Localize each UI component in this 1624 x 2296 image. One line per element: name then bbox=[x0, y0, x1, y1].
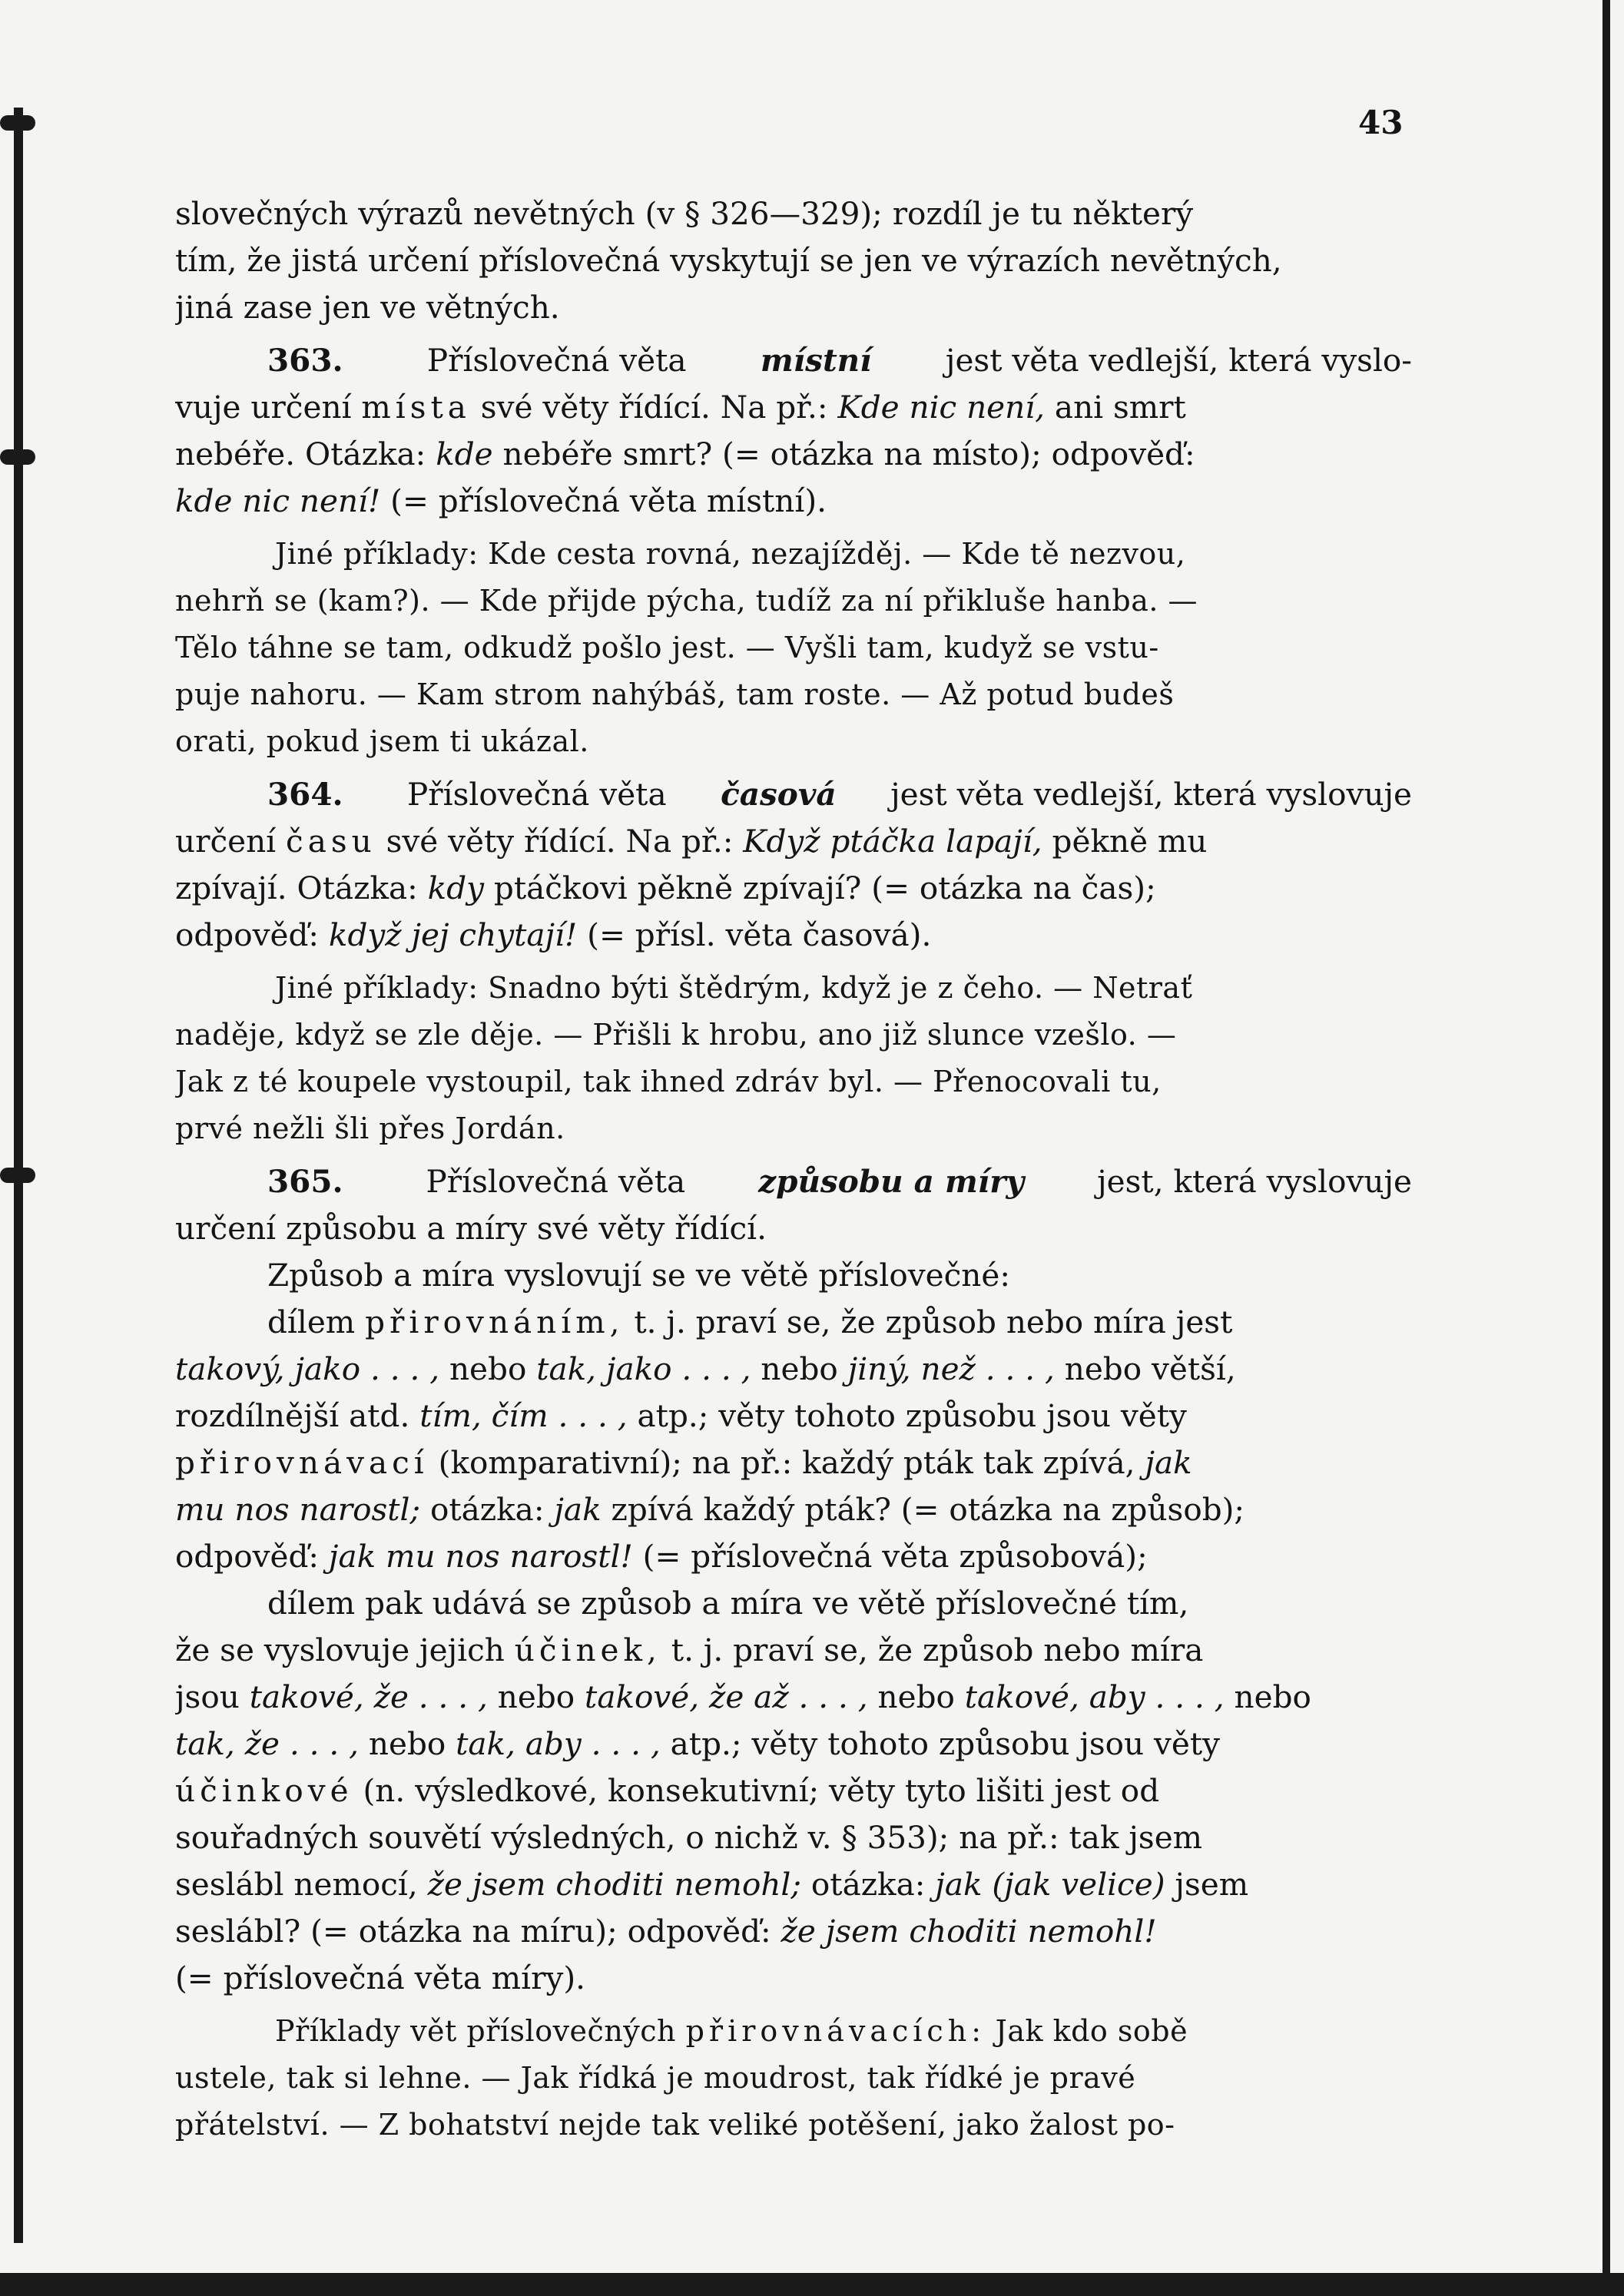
page-number: 43 bbox=[1358, 104, 1404, 141]
text-line: tím, že jistá určení příslovečná vyskytují se jen ve výrazích nevětných, bbox=[175, 242, 1282, 279]
body-text bbox=[175, 191, 1412, 2149]
text-line: odpověď: když jej chytají! (= přísl. věta časová). bbox=[175, 916, 932, 953]
text-line: že se vyslovuje jejich účinek, t. j. praví se, že způsob nebo míra bbox=[175, 1632, 1204, 1668]
binding-mark bbox=[0, 115, 35, 131]
text-line: vuje určení místa své věty řídící. Na př.: Kde nic není, ani smrt bbox=[175, 389, 1186, 426]
text-line: přátelství. — Z bohatství nejde tak veliké potěšení, jako žalost po- bbox=[175, 2108, 1175, 2142]
text-line: seslábl? (= otázka na míru); odpověď: že jsem choditi nemohl! bbox=[175, 1913, 1157, 1950]
text-line: Jiné příklady: Kde cesta rovná, nezajížděj. — Kde tě nezvou, bbox=[275, 537, 1186, 571]
text-line: orati, pokud jsem ti ukázal. bbox=[175, 724, 589, 758]
text-line: 363. Příslovečná věta místní jest věta vedlejší, která vyslo- bbox=[267, 342, 1412, 379]
text-line: slovečných výrazů nevětných (v § 326—329); rozdíl je tu některý bbox=[175, 195, 1194, 232]
binding-mark bbox=[0, 449, 35, 465]
text-line: 365. Příslovečná věta způsobu a míry jest, která vyslovuje bbox=[267, 1163, 1412, 1200]
page-edge-bottom bbox=[0, 2273, 1624, 2296]
text-line: rozdílnější atd. tím, čím . . . , atp.; věty tohoto způsobu jsou věty bbox=[175, 1397, 1187, 1434]
text-line: nehrň se (kam?). — Kde přijde pýcha, tudíž za ní přikluše hanba. — bbox=[175, 584, 1198, 618]
text-line: Způsob a míra vyslovují se ve větě příslovečné: bbox=[267, 1257, 1010, 1294]
text-line: 364. Příslovečná věta časová jest věta vedlejší, která vyslovuje bbox=[267, 776, 1412, 813]
text-line: dílem pak udává se způsob a míra ve větě příslovečné tím, bbox=[267, 1585, 1189, 1622]
text-line: tak, že . . . , nebo tak, aby . . . , atp.; věty tohoto způsobu jsou věty bbox=[175, 1725, 1221, 1762]
text-line: prvé nežli šli přes Jordán. bbox=[175, 1112, 565, 1145]
text-line: určení času své věty řídící. Na př.: Když ptáčka lapají, pěkně mu bbox=[175, 823, 1208, 860]
text-line: jiná zase jen ve větných. bbox=[175, 289, 560, 326]
text-line: takový, jako . . . , nebo tak, jako . . . , nebo jiný, než . . . , nebo větší, bbox=[175, 1350, 1236, 1387]
text-line: přirovnávací (komparativní); na př.: každý pták tak zpívá, jak bbox=[175, 1444, 1192, 1481]
text-line: zpívají. Otázka: kdy ptáčkovi pěkně zpívají? (= otázka na čas); bbox=[175, 870, 1156, 906]
text-line: Jiné příklady: Snadno býti štědrým, když je z čeho. — Netrať bbox=[275, 971, 1193, 1005]
text-line: puje nahoru. — Kam strom nahýbáš, tam roste. — Až potud budeš bbox=[175, 678, 1175, 711]
text-line: odpověď: jak mu nos narostl! (= příslovečná věta způsobová); bbox=[175, 1538, 1148, 1575]
text-line: nebéře. Otázka: kde nebéře smrt? (= otázka na místo); odpověď: bbox=[175, 436, 1195, 472]
text-line: jsou takové, že . . . , nebo takové, že až . . . , nebo takové, aby . . . , nebo bbox=[175, 1678, 1311, 1715]
text-line: kde nic není! (= příslovečná věta místní). bbox=[175, 482, 827, 519]
binding-mark bbox=[0, 1168, 35, 1183]
text-line: dílem přirovnáním, t. j. praví se, že způsob nebo míra jest bbox=[267, 1304, 1233, 1340]
text-line: ustele, tak si lehne. — Jak řídká je moudrost, tak řídké je pravé bbox=[175, 2061, 1136, 2095]
text-line: určení způsobu a míry své věty řídící. bbox=[175, 1210, 767, 1247]
text-line: účinkové (n. výsledkové, konsekutivní; věty tyto lišiti jest od bbox=[175, 1772, 1160, 1809]
text-line: Příklady vět příslovečných přirovnávacích: Jak kdo sobě bbox=[275, 2014, 1188, 2048]
text-line: naděje, když se zle děje. — Přišli k hrobu, ano již slunce vzešlo. — bbox=[175, 1018, 1177, 1052]
page-edge-right bbox=[1602, 0, 1610, 2296]
text-line: Jak z té koupele vystoupil, tak ihned zdráv byl. — Přenocovali tu, bbox=[175, 1065, 1162, 1098]
text-line: souřadných souvětí výsledných, o nichž v. § 353); na př.: tak jsem bbox=[175, 1819, 1203, 1856]
text-line: Tělo táhne se tam, odkudž pošlo jest. — Vyšli tam, kudyž se vstu- bbox=[175, 631, 1159, 664]
text-line: mu nos narostl; otázka: jak zpívá každý pták? (= otázka na způsob); bbox=[175, 1491, 1245, 1528]
text-line: (= příslovečná věta míry). bbox=[175, 1960, 586, 1996]
text-line: seslábl nemocí, že jsem choditi nemohl; otázka: jak (jak velice) jsem bbox=[175, 1866, 1249, 1903]
